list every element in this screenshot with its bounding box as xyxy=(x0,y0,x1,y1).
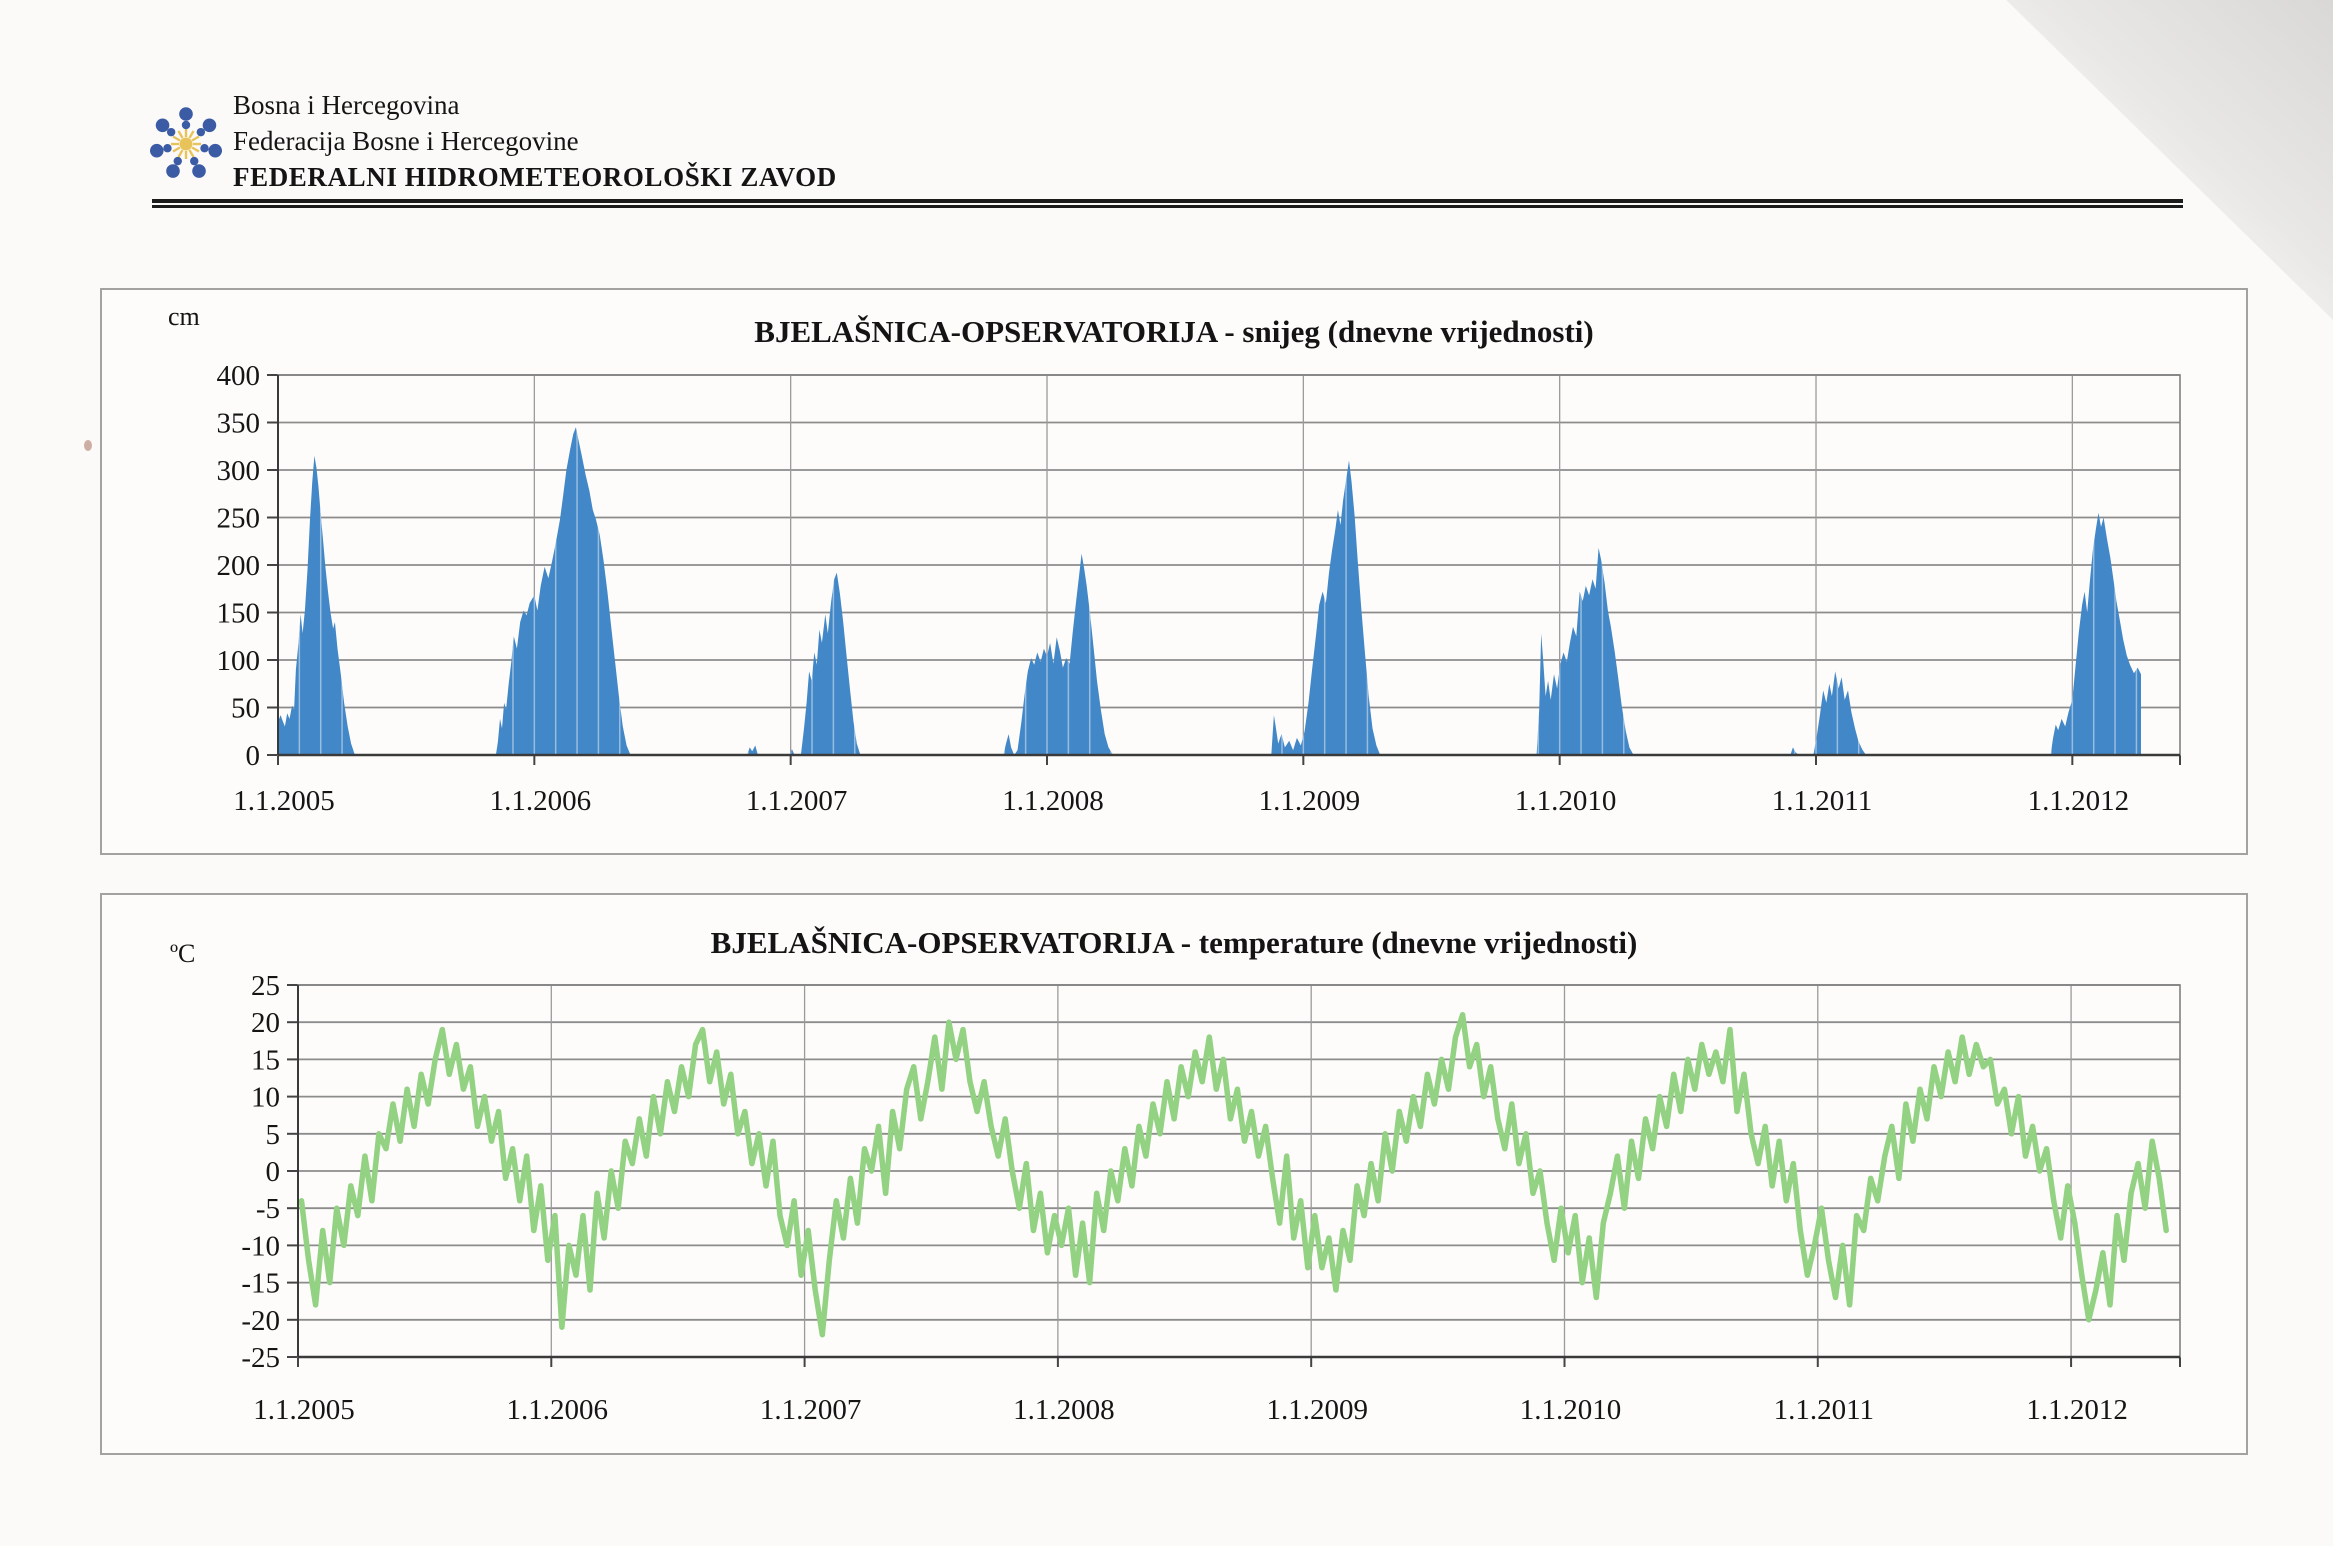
x-tick-label: 1.1.2011 xyxy=(1771,785,1873,817)
y-tick-label: 350 xyxy=(216,407,260,440)
logo-ray xyxy=(190,150,194,157)
logo-dot xyxy=(179,107,193,121)
y-tick-label: 150 xyxy=(216,597,260,630)
scan-speck xyxy=(84,440,92,451)
y-tick-label: 0 xyxy=(265,1156,280,1188)
logo-dot xyxy=(166,164,180,178)
logo-dot xyxy=(197,128,205,136)
logo-ray xyxy=(173,137,180,141)
x-tick-label: 1.1.2007 xyxy=(759,1394,862,1426)
x-tick-label: 1.1.2005 xyxy=(253,1394,355,1426)
x-tick-label: 1.1.2008 xyxy=(1013,1394,1115,1426)
y-tick-label: 15 xyxy=(251,1044,280,1077)
snow-chart-unit-label: cm xyxy=(168,302,200,331)
logo-dot xyxy=(150,144,164,158)
logo-dot xyxy=(203,118,217,132)
logo-ray xyxy=(179,131,183,138)
temperature-chart-panel xyxy=(100,893,2248,1455)
logo-ray xyxy=(192,148,199,152)
y-tick-label: 400 xyxy=(216,360,260,392)
logo-dot xyxy=(174,157,182,165)
temperature-line-series xyxy=(302,1015,2167,1335)
logo-dot xyxy=(167,128,175,136)
logo-dot xyxy=(156,118,170,132)
y-tick-label: 200 xyxy=(216,550,260,582)
y-tick-label: -10 xyxy=(241,1230,280,1263)
logo-dot xyxy=(208,144,222,158)
org-country-line: Bosna i Hercegovina xyxy=(233,90,460,120)
x-tick-label: 1.1.2006 xyxy=(506,1394,609,1426)
y-tick-label: 20 xyxy=(251,1007,280,1040)
logo-ray xyxy=(192,137,199,141)
temperature-chart-unit-label: ºC xyxy=(170,939,196,968)
snow-chart-title: BJELAŠNICA-OPSERVATORIJA - snijeg (dnevne vrijednosti) xyxy=(754,314,1594,349)
temperature-chart-title: BJELAŠNICA-OPSERVATORIJA - temperature (dnevne vrijednosti) xyxy=(710,925,1638,960)
logo-dot xyxy=(163,144,171,152)
y-tick-label: -25 xyxy=(241,1342,280,1374)
logo-center-dot xyxy=(180,138,193,151)
snow-chart-panel xyxy=(100,288,2248,855)
x-tick-label: 1.1.2010 xyxy=(1514,785,1617,817)
logo-ray xyxy=(179,150,183,157)
x-tick-label: 1.1.2005 xyxy=(233,785,335,817)
y-tick-label: 10 xyxy=(251,1081,280,1114)
y-tick-label: 50 xyxy=(231,692,260,725)
x-tick-label: 1.1.2012 xyxy=(2027,785,2130,817)
org-institute-line: FEDERALNI HIDROMETEOROLOŠKI ZAVOD xyxy=(233,162,837,192)
header-double-rule xyxy=(152,199,2183,208)
y-tick-label: 5 xyxy=(265,1118,280,1151)
y-tick-label: 300 xyxy=(216,455,260,487)
logo-dot xyxy=(192,164,206,178)
y-tick-label: -5 xyxy=(255,1193,280,1226)
org-federation-line: Federacija Bosne i Hercegovine xyxy=(233,126,579,156)
logo-dot xyxy=(190,157,198,165)
snowflake-logo-icon xyxy=(150,103,222,185)
logo-dot xyxy=(200,144,208,152)
x-tick-label: 1.1.2006 xyxy=(489,785,592,817)
y-tick-label: 100 xyxy=(216,645,260,677)
y-tick-label: -15 xyxy=(241,1267,280,1300)
x-tick-label: 1.1.2009 xyxy=(1266,1394,1368,1426)
x-tick-label: 1.1.2008 xyxy=(1002,785,1104,817)
logo-dot xyxy=(182,121,190,129)
page-fold-corner xyxy=(1903,0,2333,320)
temperature-chart-plot xyxy=(102,895,2242,1449)
logo-ray xyxy=(190,131,194,138)
y-tick-label: 250 xyxy=(216,502,260,535)
snow-area-series xyxy=(278,427,2141,755)
y-tick-label: 0 xyxy=(245,740,260,772)
logo-ray xyxy=(173,148,180,152)
x-tick-label: 1.1.2011 xyxy=(1773,1394,1875,1426)
snow-chart-plot xyxy=(102,290,2242,849)
x-tick-label: 1.1.2009 xyxy=(1258,785,1361,817)
y-tick-label: 25 xyxy=(251,970,280,1002)
y-tick-label: -20 xyxy=(241,1304,280,1337)
x-tick-label: 1.1.2012 xyxy=(2026,1394,2128,1426)
x-tick-label: 1.1.2010 xyxy=(1519,1394,1622,1426)
x-tick-label: 1.1.2007 xyxy=(745,785,848,817)
